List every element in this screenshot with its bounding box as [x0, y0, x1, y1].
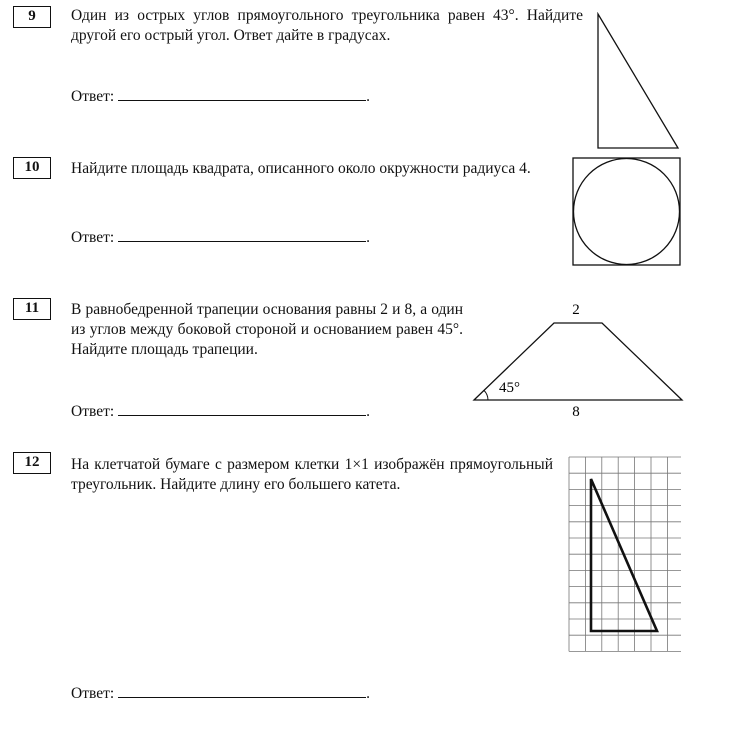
answer-line[interactable]	[118, 401, 366, 416]
circle-shape	[574, 159, 680, 265]
answer-end: .	[366, 88, 371, 105]
answer-line[interactable]	[118, 86, 366, 101]
answer-label: Ответ:	[71, 88, 115, 105]
answer-label: Ответ:	[71, 229, 115, 246]
trapezoid-figure	[466, 296, 688, 420]
top-base-label: 2	[572, 302, 580, 318]
answer-field[interactable]	[71, 86, 370, 107]
angle-arc	[484, 390, 488, 400]
triangle-shape	[591, 479, 657, 631]
grid-triangle-figure	[567, 455, 681, 655]
problem-text: Найдите площадь квадрата, описанного около окружности радиуса 4.	[71, 160, 531, 177]
answer-field[interactable]	[71, 227, 370, 248]
problem-number: 10	[13, 157, 51, 179]
problem-number: 11	[13, 298, 51, 320]
answer-end: .	[366, 229, 371, 246]
answer-field[interactable]	[71, 401, 370, 422]
problem-text: На клетчатой бумаге с размером клетки 1×1 изображён прямоугольный треугольник. Найдите длину его большего катета.	[71, 456, 553, 493]
triangle-shape	[598, 14, 678, 148]
right-triangle-figure	[592, 12, 684, 152]
bottom-base-label: 8	[572, 404, 580, 420]
answer-end: .	[366, 685, 371, 702]
answer-label: Ответ:	[71, 403, 115, 420]
problem-number: 9	[13, 6, 51, 28]
answer-end: .	[366, 403, 371, 420]
answer-label: Ответ:	[71, 685, 115, 702]
problem-text: Один из острых углов прямоугольного треугольника равен 43°. Найдите другой его острый угол. Ответ дайте в градусах.	[71, 7, 583, 44]
problem-text: В равнобедренной трапеции основания равны 2 и 8, а один из углов между боковой стороной и основанием равен 45°. Найдите площадь трапеции.	[71, 301, 463, 358]
answer-line[interactable]	[118, 683, 366, 698]
circle-in-square-figure	[570, 155, 684, 269]
problem-number: 12	[13, 452, 51, 474]
answer-line[interactable]	[118, 227, 366, 242]
angle-label: 45°	[499, 380, 520, 396]
answer-field[interactable]	[71, 683, 370, 704]
